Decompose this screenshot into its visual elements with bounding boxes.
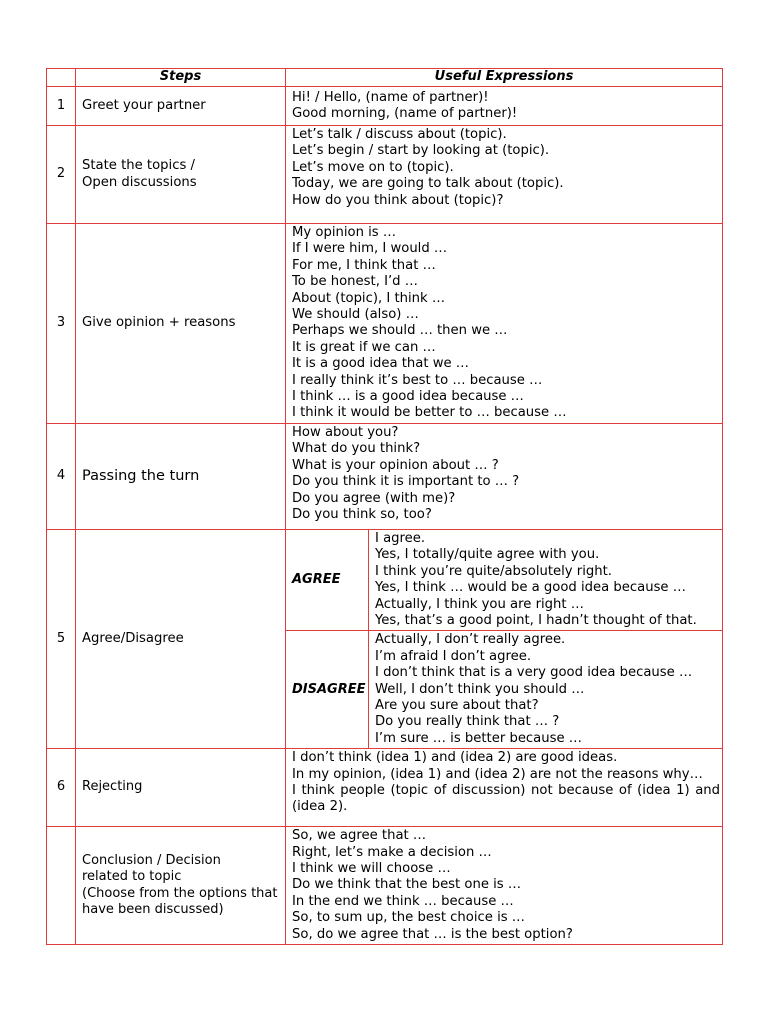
expression: In my opinion, (idea 1) and (idea 2) are not the reasons why… — [292, 766, 703, 782]
header-steps: Steps — [76, 69, 286, 87]
expression: If I were him, I would … — [292, 241, 448, 257]
expression: I’m sure … is better because … — [375, 730, 582, 746]
expression: Let’s begin / start by looking at (topic). — [292, 143, 550, 159]
expression: Do you think so, too? — [292, 506, 432, 522]
expression: Do you really think that … ? — [375, 714, 560, 730]
table-row — [47, 87, 723, 126]
expression: Yes, I totally/quite agree with you. — [375, 547, 600, 563]
expression: Perhaps we should … then we … — [292, 323, 508, 339]
expressions-cell — [286, 749, 723, 827]
expression: For me, I think that … — [292, 257, 436, 273]
expression: In the end we think … because … — [292, 893, 514, 909]
expression: I think … is a good idea because … — [292, 389, 524, 405]
expression: Do you think it is important to … ? — [292, 474, 520, 490]
expression: Yes, I think … would be a good idea because … — [375, 580, 686, 596]
expression: Yes, that’s a good point, I hadn’t thought of that. — [375, 612, 697, 628]
expression: Well, I don’t think you should … — [375, 681, 585, 697]
row-number: 6 — [47, 749, 76, 827]
expression: How do you think about (topic)? — [292, 192, 504, 208]
step-cell — [76, 423, 286, 529]
row-number: 1 — [47, 87, 76, 126]
expression: I don’t think (idea 1) and (idea 2) are good ideas. — [292, 750, 618, 766]
step-text: Agree/Disagree — [82, 630, 184, 646]
disagree-expressions-cell — [369, 631, 723, 749]
expression: So, do we agree that … is the best option? — [292, 926, 573, 942]
step-cell — [76, 827, 286, 945]
expression: I think you’re quite/absolutely right. — [375, 563, 612, 579]
expression: I don’t think that is a very good idea because … — [375, 665, 693, 681]
agree-expressions-cell — [369, 529, 723, 630]
expression: What is your opinion about … ? — [292, 457, 499, 473]
expression: It is a good idea that we … — [292, 356, 469, 372]
step-text: State the topics / — [82, 158, 195, 174]
expression: How about you? — [292, 424, 399, 440]
table-header-row — [47, 69, 723, 87]
expressions-cell — [286, 827, 723, 945]
expression: To be honest, I’d … — [292, 274, 418, 290]
agree-label: AGREE — [286, 529, 369, 630]
disagree-label: DISAGREE — [286, 631, 369, 749]
header-useful-expressions: Useful Expressions — [286, 69, 723, 87]
expression: I agree. — [375, 530, 426, 546]
expression: Let’s move on to (topic). — [292, 159, 454, 175]
step-text: Rejecting — [82, 779, 143, 795]
expressions-cell — [286, 87, 723, 126]
expression: I think people (topic of discussion) not because of (idea 1) and (idea 2). — [292, 782, 721, 815]
expression: My opinion is … — [292, 225, 397, 240]
expressions-table — [46, 68, 723, 945]
header-number — [47, 69, 76, 87]
expression: Do you agree (with me)? — [292, 490, 456, 506]
step-text: Open discussions — [82, 174, 197, 190]
step-text: Greet your partner — [82, 97, 206, 113]
expression: I really think it’s best to … because … — [292, 372, 543, 388]
expression: So, we agree that … — [292, 828, 427, 844]
step-text: related to topic — [82, 869, 182, 885]
step-cell — [76, 529, 286, 748]
expression: Good morning, (name of partner)! — [292, 106, 518, 121]
expressions-cell — [286, 224, 723, 424]
table-row — [47, 827, 723, 945]
table-row — [47, 749, 723, 827]
step-text: (Choose from the options that — [82, 885, 278, 901]
table-row — [47, 224, 723, 424]
expression: I’m afraid I don’t agree. — [375, 648, 532, 664]
expression: I think it would be better to … because … — [292, 405, 567, 421]
table-row — [47, 126, 723, 224]
table-row — [47, 423, 723, 529]
row-number — [47, 827, 76, 945]
expression: I think we will choose … — [292, 860, 451, 876]
row-number: 3 — [47, 224, 76, 424]
expression: Let’s talk / discuss about (topic). — [292, 127, 507, 142]
expression: We should (also) … — [292, 307, 419, 323]
step-cell — [76, 87, 286, 126]
expression: What do you think? — [292, 441, 421, 457]
expressions-cell — [286, 126, 723, 224]
expression: Are you sure about that? — [375, 697, 539, 713]
step-text: Give opinion + reasons — [82, 315, 236, 331]
expressions-cell — [286, 423, 723, 529]
expression: Do we think that the best one is … — [292, 877, 522, 893]
expression: About (topic), I think … — [292, 290, 446, 306]
row-number: 2 — [47, 126, 76, 224]
expression: So, to sum up, the best choice is … — [292, 910, 525, 926]
expression: Hi! / Hello, (name of partner)! — [292, 89, 489, 105]
expression: Right, let’s make a decision … — [292, 844, 492, 860]
expression: It is great if we can … — [292, 339, 436, 355]
step-cell — [76, 749, 286, 827]
expression: Actually, I think you are right … — [375, 596, 584, 612]
step-text: Conclusion / Decision — [82, 852, 221, 868]
row-number: 4 — [47, 423, 76, 529]
document-page — [46, 68, 722, 945]
table-row — [47, 529, 723, 630]
step-cell — [76, 126, 286, 224]
step-cell — [76, 224, 286, 424]
step-text: have been discussed) — [82, 901, 224, 917]
row-number: 5 — [47, 529, 76, 748]
step-text: Passing the turn — [82, 468, 200, 485]
expression: Actually, I don’t really agree. — [375, 632, 566, 648]
expression: Today, we are going to talk about (topic). — [292, 176, 564, 192]
